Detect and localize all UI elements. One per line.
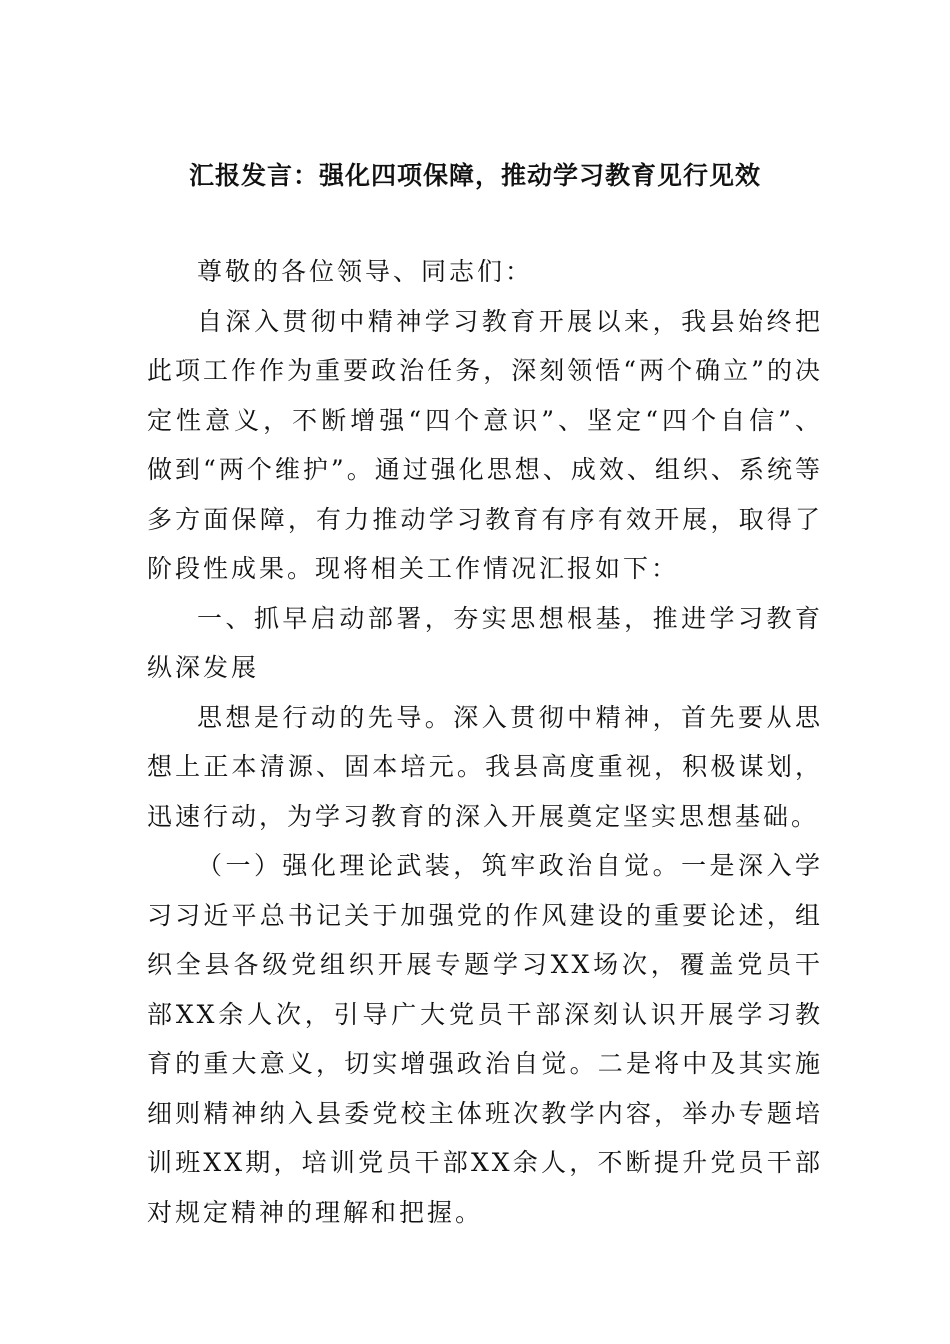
section-heading-one: 一、抓早启动部署，夯实思想根基，推进学习教育纵深发展 bbox=[147, 603, 823, 682]
intro-paragraph: 自深入贯彻中精神学习教育开展以来，我县始终把此项工作作为重要政治任务，深刻领悟“两个确立”的决定性意义，不断增强“四个意识”、坚定“四个自信”、做到“两个维护”。通过强化思想、成效、组织、系统等多方面保障，有力推动学习教育有序有效开展，取得了阶段性成果。现将相关工作情况汇报如下： bbox=[147, 306, 823, 583]
salutation-paragraph: 尊敬的各位领导、同志们： bbox=[197, 257, 534, 286]
document-body bbox=[147, 247, 823, 1237]
subsection-one-paragraph: （一）强化理论武装，筑牢政治自觉。一是深入学习习近平总书记关于加强党的作风建设的重要论述，组织全县各级党组织开展专题学习XX场次，覆盖党员干部XX余人次，引导广大党员干部深刻认识开展学习教育的重大意义，切实增强政治自觉。二是将中及其实施细则精神纳入县委党校主体班次教学内容，举办专题培训班XX期，培训党员干部XX余人，不断提升党员干部对规定精神的理解和把握。 bbox=[147, 851, 823, 1227]
section-one-intro-paragraph: 思想是行动的先导。深入贯彻中精神，首先要从思想上正本清源、固本培元。我县高度重视，积极谋划，迅速行动，为学习教育的深入开展奠定坚实思想基础。 bbox=[147, 702, 823, 831]
document-title: 汇报发言：强化四项保障，推动学习教育见行见效 bbox=[188, 161, 761, 190]
